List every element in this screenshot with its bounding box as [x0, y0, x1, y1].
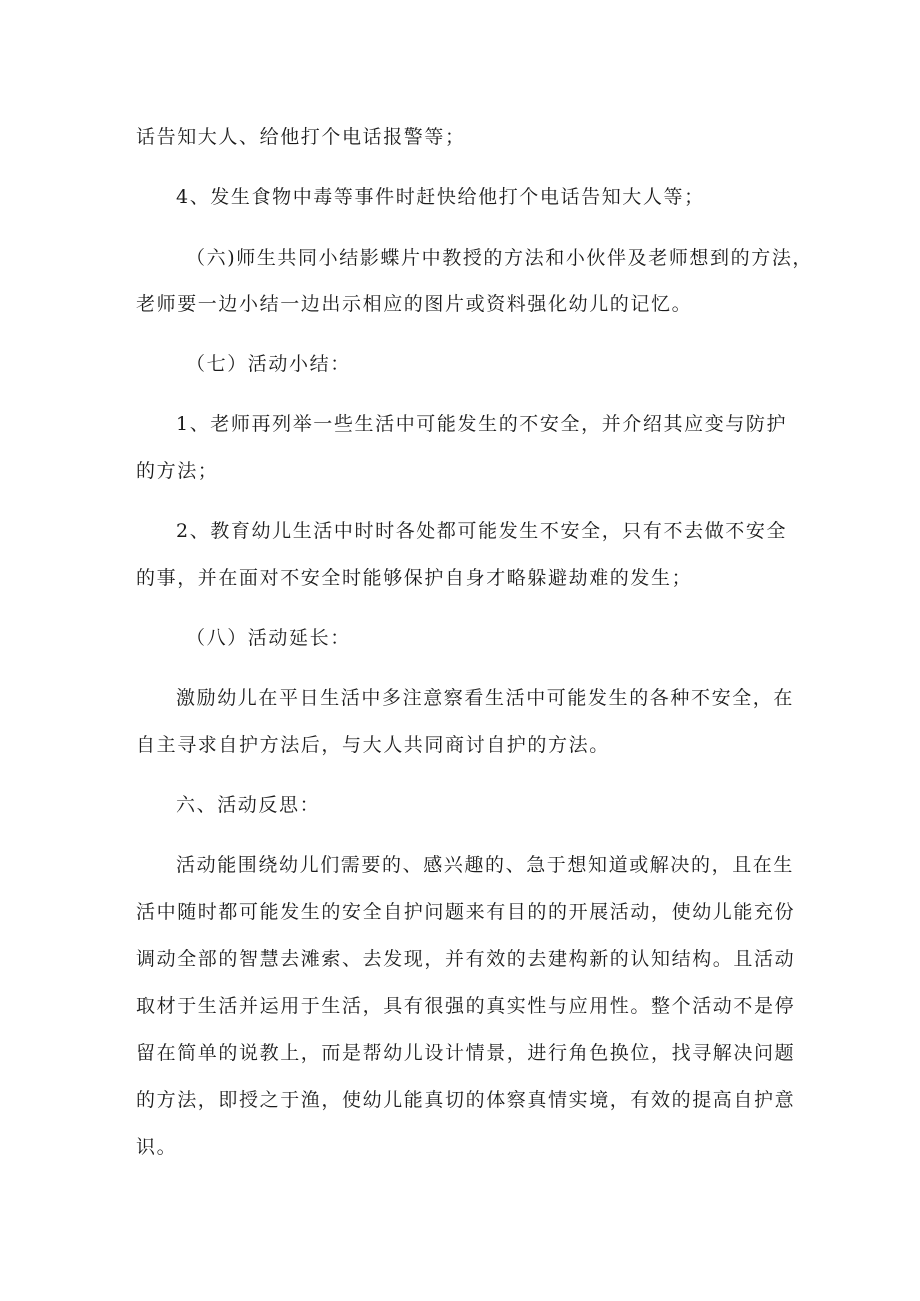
paragraph-line-14: 活动能围绕幼儿们需要的、感兴趣的、急于想知道或解决的，且在生	[176, 854, 795, 876]
paragraph-line-3: （六)师生共同小结影蝶片中教授的方法和小伙伴及老师想到的方法，	[186, 247, 814, 269]
section-heading-8: （八）活动延长：	[186, 627, 351, 649]
paragraph-line-2: 4、发生食物中毒等事件时赶快给他打个电话告知大人等；	[176, 186, 705, 208]
paragraph-line-17: 取材于生活并运用于生活，具有很强的真实性与应用性。整个活动不是停	[136, 995, 796, 1017]
paragraph-line-9: 的事，并在面对不安全时能够保护自身才略躲避劫难的发生；	[136, 567, 693, 589]
paragraph-line-16: 调动全部的智慧去滩索、去发现，并有效的去建构新的认知结构。且活动	[136, 948, 796, 970]
paragraph-line-20: 识。	[136, 1136, 178, 1158]
paragraph-line-1: 话告知大人、给他打个电话报警等；	[136, 126, 466, 148]
paragraph-line-11: 激励幼儿在平日生活中多注意察看生活中可能发生的各种不安全，在	[176, 687, 795, 709]
paragraph-line-15: 活中随时都可能发生的安全自护问题来有目的的开展活动，使幼儿能充份	[136, 901, 796, 923]
paragraph-line-7: 的方法；	[136, 460, 219, 482]
paragraph-line-8: 2、教育幼儿生活中时时各处都可能发生不安全，只有不去做不安全	[176, 520, 788, 542]
section-heading-reflection: 六、活动反思：	[176, 794, 321, 816]
paragraph-line-4: 老师要一边小结一边出示相应的图片或资料强化幼儿的记忆。	[136, 293, 693, 315]
paragraph-line-6: 1、老师再列举一些生活中可能发生的不安全，并介绍其应变与防护	[176, 413, 788, 435]
paragraph-line-18: 留在简单的说教上，而是帮幼儿设计情景，进行角色换位，找寻解决问题	[136, 1042, 796, 1064]
paragraph-line-19: 的方法，即授之于渔，使幼儿能真切的体察真情实境，有效的提高自护意	[136, 1089, 796, 1111]
paragraph-line-12: 自主寻求自护方法后，与大人共同商讨自护的方法。	[136, 734, 610, 756]
section-heading-7: （七）活动小结：	[186, 353, 351, 375]
